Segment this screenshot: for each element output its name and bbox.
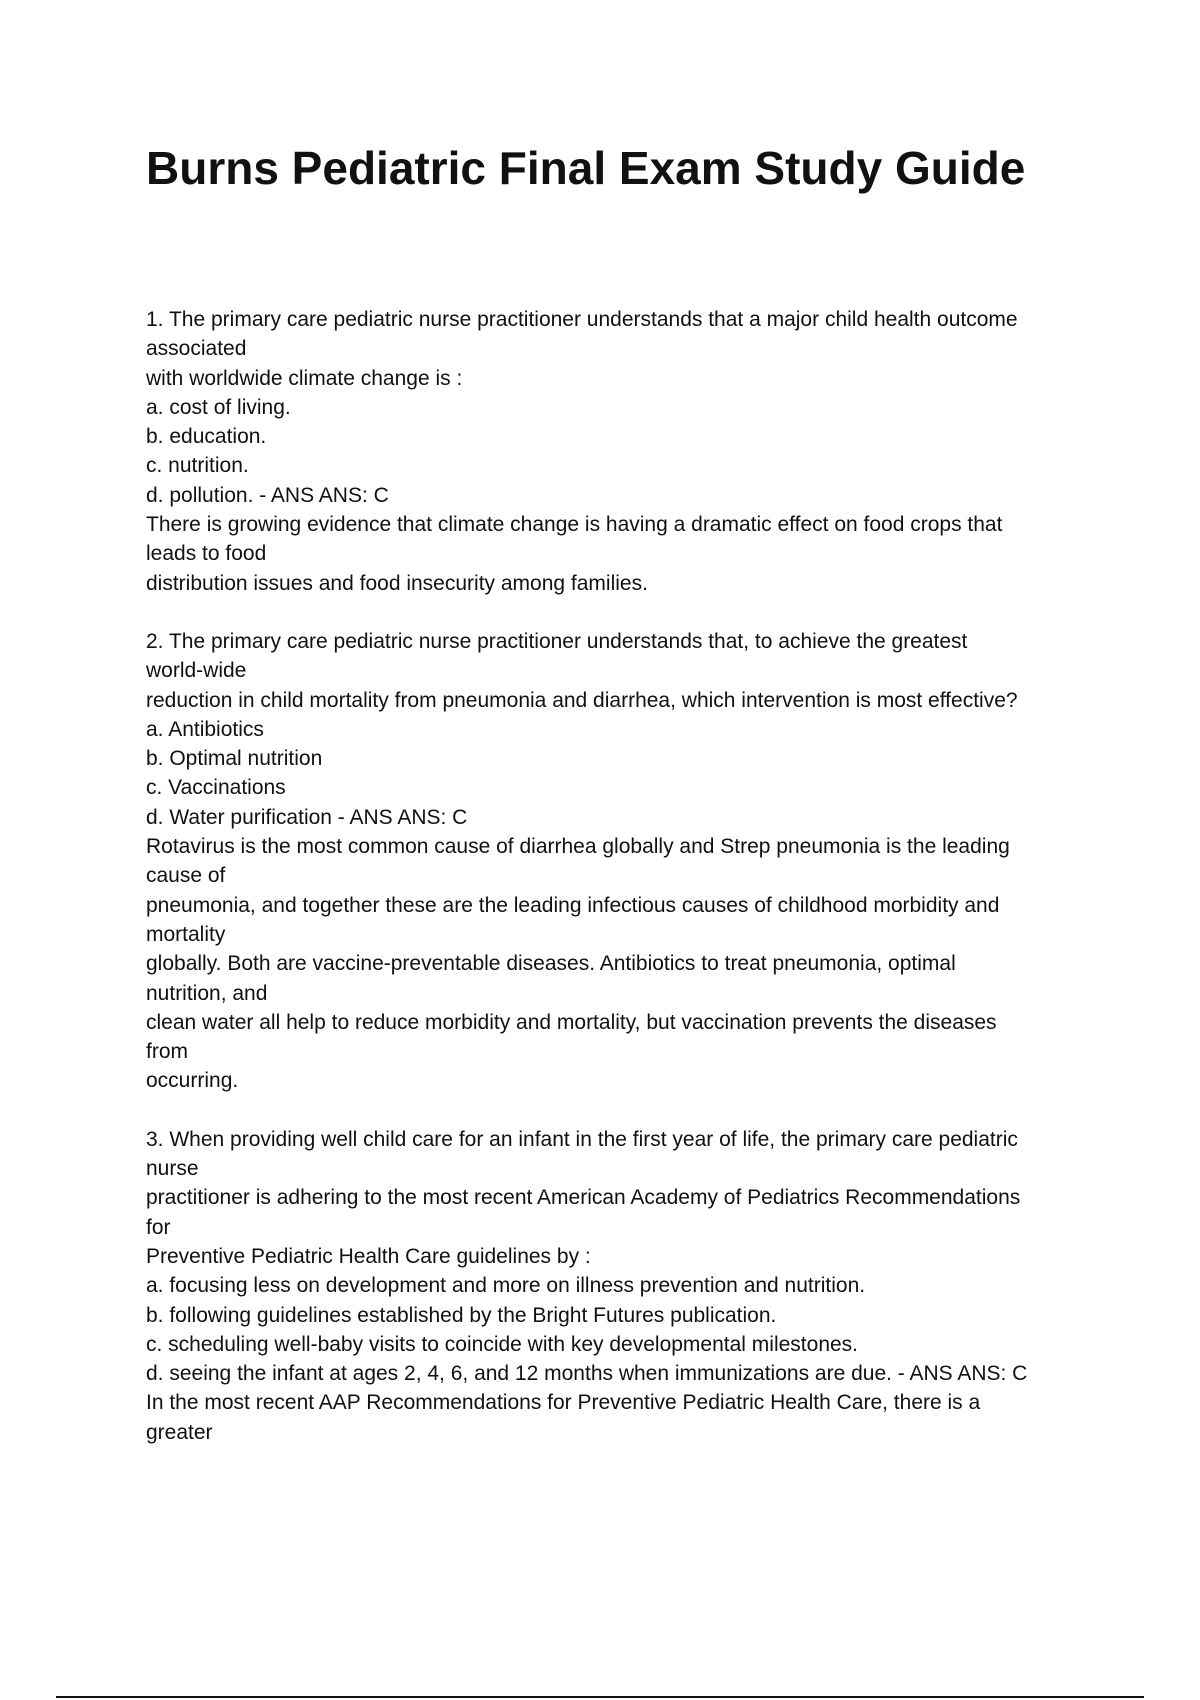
rationale-text: globally. Both are vaccine-preventable diseases. Antibiotics to treat pneumonia, optimal xyxy=(146,952,956,976)
answer-option: d. seeing the infant at ages 2, 4, 6, and 12 months when immunizations are due. - ANS ANS: C xyxy=(146,1362,1028,1386)
answer-option: a. Antibiotics xyxy=(146,717,264,741)
page-title: Burns Pediatric Final Exam Study Guide xyxy=(146,142,1026,194)
question-text: 1. The primary care pediatric nurse practitioner understands that a major child health outcome xyxy=(146,308,1018,331)
rationale-text: There is growing evidence that climate change is having a dramatic effect on food crops that xyxy=(146,513,1003,537)
question-1 xyxy=(146,305,1106,598)
question-text: nurse xyxy=(146,1157,199,1181)
footer-divider xyxy=(56,1696,1144,1698)
question-text: Preventive Pediatric Health Care guidelines by : xyxy=(146,1244,591,1268)
rationale-text: clean water all help to reduce morbidity and mortality, but vaccination prevents the diseases xyxy=(146,1010,997,1034)
question-text: 2. The primary care pediatric nurse practitioner understands that, to achieve the greatest xyxy=(146,629,968,653)
answer-option: a. cost of living. xyxy=(146,395,291,419)
rationale-text: leads to food xyxy=(146,542,267,566)
rationale-text: cause of xyxy=(146,864,226,888)
question-2 xyxy=(146,627,1106,1096)
question-text: associated xyxy=(146,337,247,361)
rationale-text: mortality xyxy=(146,922,226,946)
rationale-text: In the most recent AAP Recommendations for Preventive Pediatric Health Care, there is a xyxy=(146,1391,981,1415)
question-3 xyxy=(146,1125,1106,1447)
rationale-text: nutrition, and xyxy=(146,981,268,1005)
question-text: with worldwide climate change is : xyxy=(146,366,463,390)
answer-option: b. education. xyxy=(146,425,267,449)
question-text: practitioner is adhering to the most recent American Academy of Pediatrics Recommendations xyxy=(146,1186,1021,1210)
rationale-text: distribution issues and food insecurity among families. xyxy=(146,571,648,595)
question-text: reduction in child mortality from pneumonia and diarrhea, which intervention is most effective? xyxy=(146,688,1018,712)
answer-option: d. Water purification - ANS ANS: C xyxy=(146,805,468,829)
answer-option: c. nutrition. xyxy=(146,454,249,478)
answer-option: c. scheduling well-baby visits to coincide with key developmental milestones. xyxy=(146,1332,859,1356)
question-text: world-wide xyxy=(146,659,247,683)
question-text: for xyxy=(146,1215,171,1239)
answer-option: a. focusing less on development and more on illness prevention and nutrition. xyxy=(146,1274,866,1298)
answer-option: c. Vaccinations xyxy=(146,776,286,800)
answer-option: b. following guidelines established by the Bright Futures publication. xyxy=(146,1303,777,1327)
rationale-text: occurring. xyxy=(146,1069,239,1093)
question-text: 3. When providing well child care for an infant in the first year of life, the primary care pediatric xyxy=(146,1127,1018,1151)
rationale-text: from xyxy=(146,1040,188,1064)
questions-list xyxy=(146,305,1106,1476)
rationale-text: greater xyxy=(146,1420,213,1444)
rationale-text: Rotavirus is the most common cause of diarrhea globally and Strep pneumonia is the leading xyxy=(146,835,1010,859)
rationale-text: pneumonia, and together these are the leading infectious causes of childhood morbidity and xyxy=(146,893,1000,917)
answer-option: b. Optimal nutrition xyxy=(146,747,323,771)
answer-option: d. pollution. - ANS ANS: C xyxy=(146,483,389,507)
